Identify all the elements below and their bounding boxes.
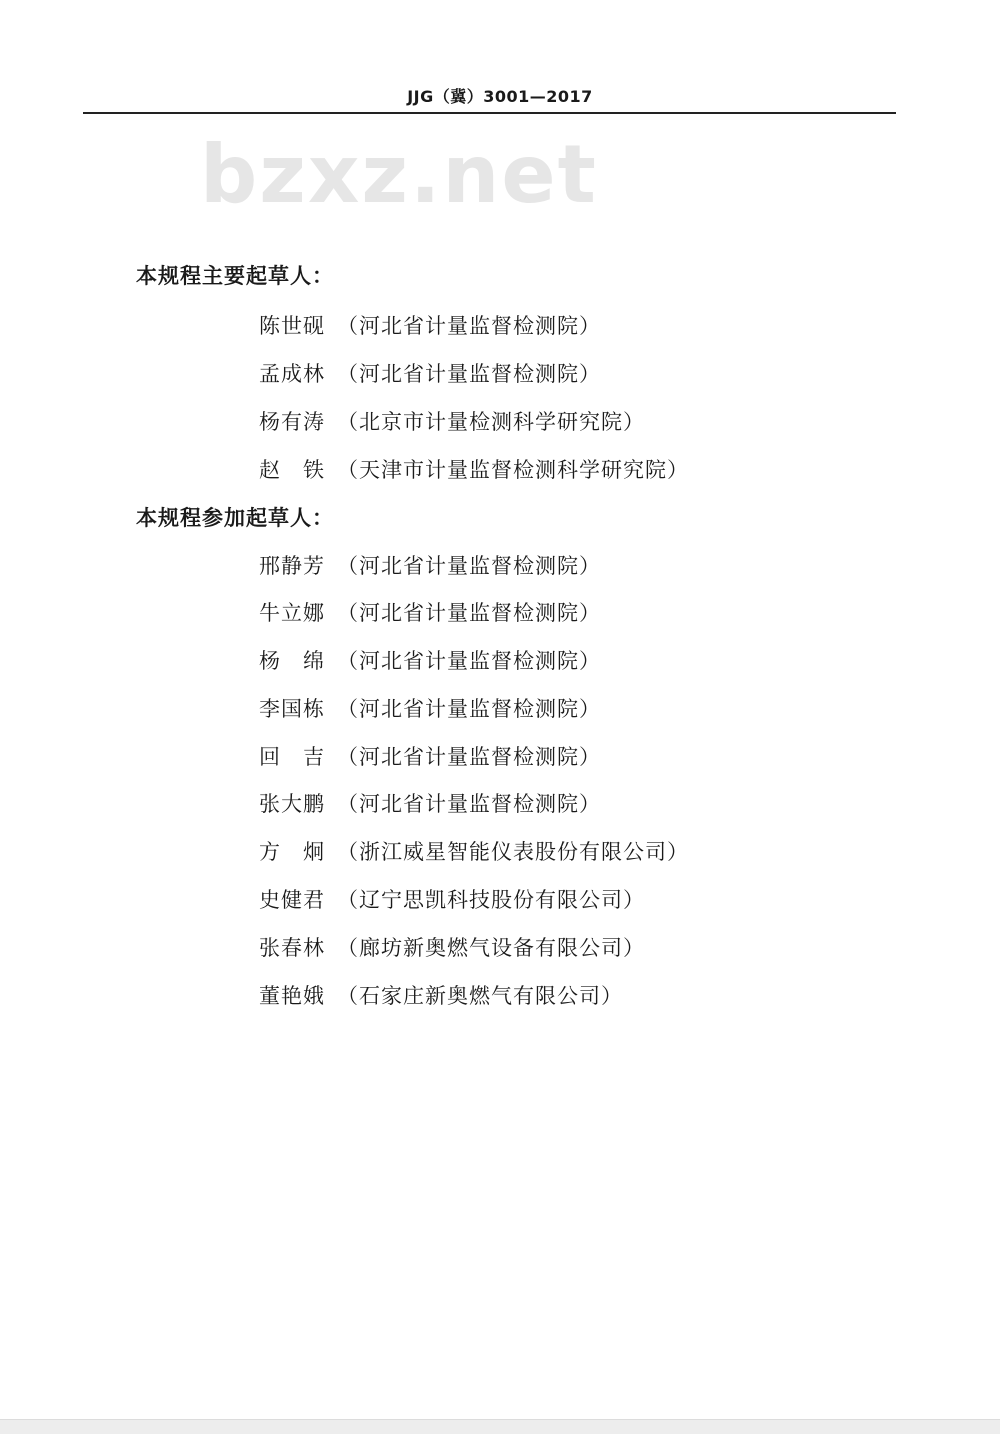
main-drafters-heading: 本规程主要起草人：: [136, 264, 334, 288]
drafter-name: 回 吉: [259, 745, 325, 769]
watermark-text: bzxz.net: [200, 128, 598, 221]
drafter-name: 董艳娥: [259, 984, 325, 1008]
drafter-org: （河北省计量监督检测院）: [337, 745, 601, 769]
drafter-org: （河北省计量监督检测院）: [337, 649, 601, 673]
drafter-name: 赵 铁: [259, 458, 325, 482]
participating-drafter-entry: [259, 550, 601, 580]
main-drafter-entry: [259, 454, 689, 484]
participating-drafter-entry: [259, 932, 645, 962]
participating-drafter-entry: [259, 741, 601, 771]
drafter-org: （河北省计量监督检测院）: [337, 362, 601, 386]
drafter-org: （河北省计量监督检测院）: [337, 601, 601, 625]
drafter-name: 杨 绵: [259, 649, 325, 673]
main-drafter-entry: [259, 406, 645, 436]
drafter-org: （河北省计量监督检测院）: [337, 314, 601, 338]
drafter-org: （天津市计量监督检测科学研究院）: [337, 458, 689, 482]
participating-drafter-entry: [259, 693, 601, 723]
participating-drafter-entry: [259, 884, 645, 914]
drafter-name: 杨有涛: [259, 410, 325, 434]
participating-drafter-entry: [259, 788, 601, 818]
main-drafter-entry: [259, 358, 601, 388]
document-header-code: JJG（冀）3001—2017: [407, 87, 593, 106]
drafter-name: 陈世砚: [259, 314, 325, 338]
main-drafter-entry: [259, 310, 601, 340]
participating-drafter-entry: [259, 836, 689, 866]
participating-drafter-entry: [259, 597, 601, 627]
drafter-name: 史健君: [259, 888, 325, 912]
drafter-name: 李国栋: [259, 697, 325, 721]
drafter-name: 孟成林: [259, 362, 325, 386]
drafter-org: （河北省计量监督检测院）: [337, 697, 601, 721]
drafter-org: （河北省计量监督检测院）: [337, 792, 601, 816]
drafter-name: 方 炯: [259, 840, 325, 864]
drafter-name: 邢静芳: [259, 554, 325, 578]
drafter-org: （北京市计量检测科学研究院）: [337, 410, 645, 434]
page-bottom-edge: [0, 1419, 1000, 1434]
drafter-name: 张春林: [259, 936, 325, 960]
header-divider: [83, 112, 896, 114]
drafter-name: 牛立娜: [259, 601, 325, 625]
participating-drafters-heading: 本规程参加起草人：: [136, 506, 334, 530]
participating-drafter-entry: [259, 980, 623, 1010]
drafter-org: （廊坊新奥燃气设备有限公司）: [337, 936, 645, 960]
participating-drafter-entry: [259, 645, 601, 675]
drafter-org: （河北省计量监督检测院）: [337, 554, 601, 578]
drafter-name: 张大鹏: [259, 792, 325, 816]
drafter-org: （辽宁思凯科技股份有限公司）: [337, 888, 645, 912]
drafter-org: （浙江威星智能仪表股份有限公司）: [337, 840, 689, 864]
drafter-org: （石家庄新奥燃气有限公司）: [337, 984, 623, 1008]
